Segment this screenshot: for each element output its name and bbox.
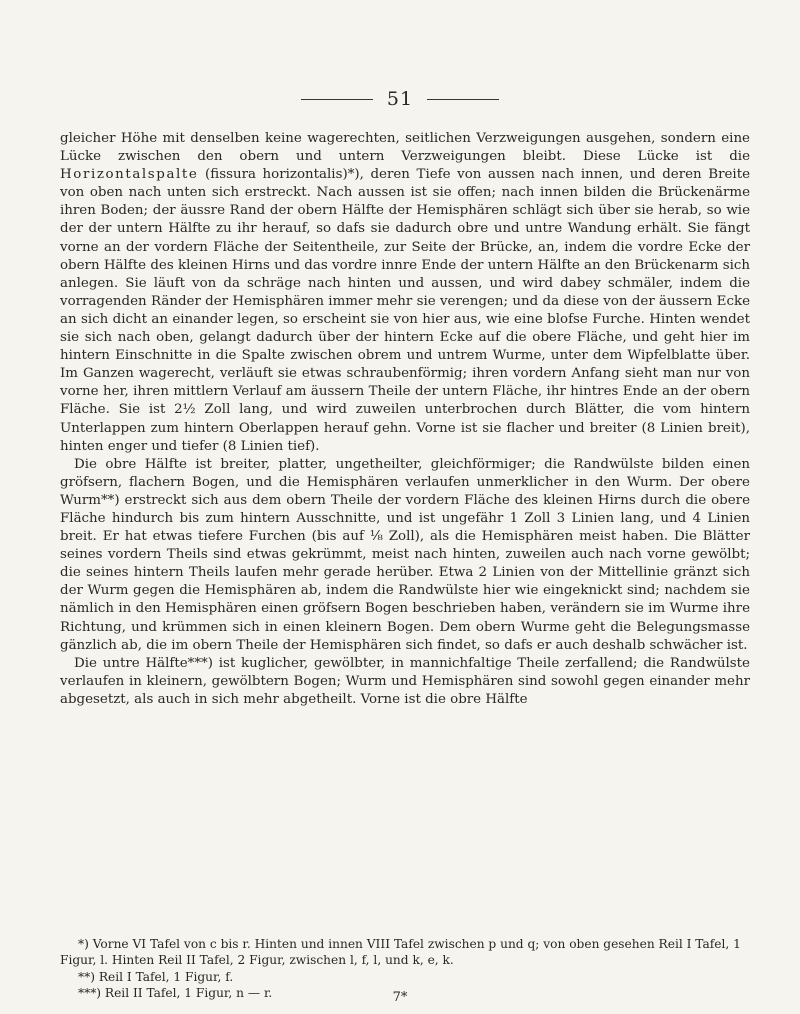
- paragraph: Die obre Hälfte ist breiter, platter, ungetheilter, gleichförmiger; die Randwülste bilden einen gröfsern, flachern Bogen, und die Hemisphären verlaufen unmerklicher in den Wurm. Der obere Wurm**) erstreckt sich aus dem obern Theile der vordern Fläche des kleinen Hirns durch die obere Fläche hindurch bis zum hintern Ausschnitte, und ist ungefähr 1 Zoll 3 Linien lang, und 4 Linien breit. Er hat etwas tiefere Furchen (bis auf ⅛ Zoll), als die Hemisphären meist haben. Die Blätter seines vordern Theils sind etwas gekrümmt, meist nach hinten, zuweilen auch nach vorne gewölbt; die seines hintern Theils laufen mehr gerade herüber. Etwa 2 Linien von der Mittellinie gränzt sich der Wurm gegen die Hemisphären ab, indem die Randwülste hier wie eingeknickt sind; nachdem sie nämlich in den Hemisphären einen gröfsern Bogen beschrieben haben, verändern sie im Wurme ihre Richtung, und krümmen sich in einen kleinern Bogen. Dem obern Wurme geht die Belegungsmasse gänzlich ab, die im obern Theile der Hemisphären sich findet, so dafs er auch deshalb schwächer ist.: [60, 456, 750, 653]
- footnote: *) Vorne VI Tafel von c bis r. Hinten und innen VIII Tafel zwischen p und q; von oben gesehen Reil I Tafel, 1 Figur, l. Hinten Reil II Tafel, 2 Figur, zwischen l, f, l, und k, e, k.: [60, 937, 741, 968]
- header-rule-left: [301, 99, 373, 100]
- paragraph-text: (fissura horizontalis)*), deren Tiefe von aussen nach innen, und deren Breite von oben nach unten sich erstreckt. Nach aussen ist sie offen; nach innen bilden die Brückenärme ihren Boden; der äussre Rand der obern Hälfte der Hemisphären schlägt sich über sie herab, so wie der der untern Hälfte zu ihr herauf, so dafs sie dadurch obre und untre Wandung erhält. Sie fängt vorne an der vordern Fläche der Seitentheile, zur Seite der Brücke, an, indem die vordre Ecke der obern Hälfte des kleinen Hirns und das vordre innre Ende der untern Hälfte an den Brückenarm sich anlegen. Sie läuft von da schräge nach hinten und aussen, und wird dabey schmäler, indem die vorragenden Ränder der Hemisphären immer mehr sie verengen; und da diese von der äussern Ecke an sich dicht an einander legen, so erscheint sie von hier aus, wie eine blofse Furche. Hinten wendet sie sich nach oben, gelangt dadurch über der hintern Ecke auf die obere Fläche, und geht hier im hintern Einschnitte in die Spalte zwischen obrem und untrem Wurme, unter dem Wipfelblatte über. Im Ganzen wagerecht, verläuft sie etwas schraubenförmig; ihren vordern Anfang sieht man nur von vorne her, ihren mittlern Verlauf am äussern Theile der untern Fläche, ihr hintres Ende an der obern Fläche. Sie ist 2½ Zoll lang, und wird zuweilen unterbrochen durch Blätter, die vom hintern Unterlappen zum hintern Oberlappen herauf gehn. Vorne ist sie flacher und breiter (8 Linien breit), hinten enger und tiefer (8 Linien tief).: [60, 167, 750, 454]
- paragraph: Die untre Hälfte***) ist kuglicher, gewölbter, in mannichfaltige Theile zerfallend; die Randwülste verlaufen in kleinern, gewölbtern Bogen; Wurm und Hemisphären sind sowohl gegen einander mehr abgesetzt, als auch in sich mehr abgetheilt. Vorne ist die obre Hälfte: [60, 655, 750, 707]
- footnote: ***) Reil II Tafel, 1 Figur, n — r.: [78, 986, 273, 1001]
- page-number: 51: [386, 88, 414, 110]
- page-header: [0, 84, 800, 114]
- spaced-term: Horizontalspalte: [60, 167, 199, 183]
- paragraph-text: gleicher Höhe mit denselben keine wagerechten, seitlichen Verzweigungen ausgehen, sondern eine Lücke zwischen den obern und untern Verzweigungen bleibt. Diese Lücke ist die: [60, 131, 750, 165]
- paragraph: [60, 130, 750, 456]
- signature-mark: 7*: [392, 990, 408, 1005]
- footnote: **) Reil I Tafel, 1 Figur, f.: [78, 969, 234, 984]
- header-rule-right: [427, 99, 499, 100]
- body-text: [60, 130, 750, 709]
